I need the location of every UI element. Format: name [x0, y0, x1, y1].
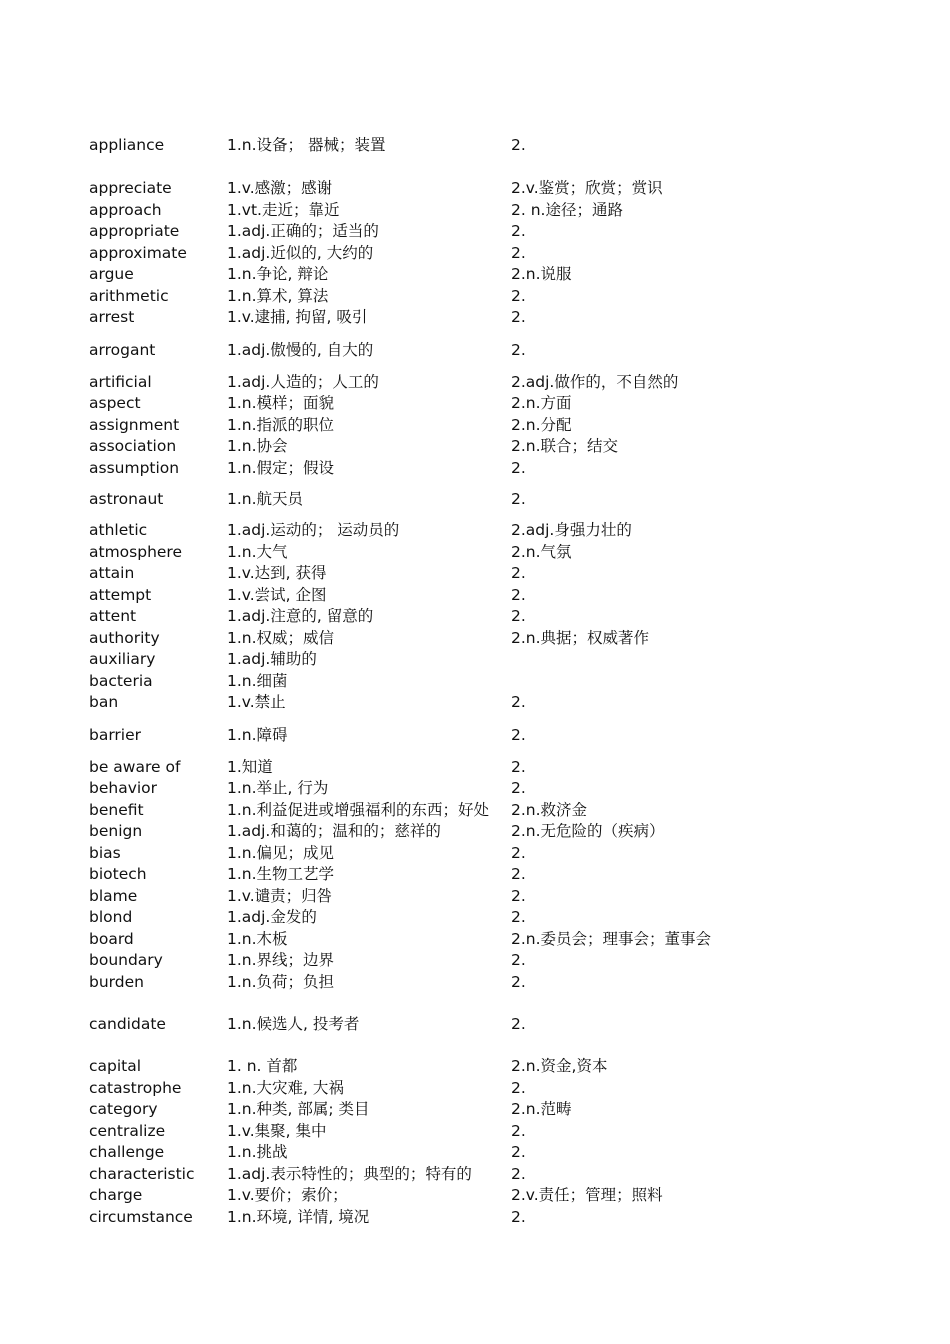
definition-1: 1.n.指派的职位 — [227, 415, 335, 434]
vocab-row — [0, 1185, 950, 1206]
vocab-row — [0, 520, 950, 541]
vocab-row — [0, 135, 950, 156]
vocab-word: attent — [89, 606, 137, 625]
definition-2: 2. — [511, 1121, 526, 1140]
definition-2: 2.n.方面 — [511, 393, 572, 412]
vocab-word: boundary — [89, 950, 163, 969]
definition-1: 1.n.航天员 — [227, 489, 304, 508]
definition-1: 1.n.木板 — [227, 929, 288, 948]
definition-2: 2. — [511, 1014, 526, 1033]
definition-1: 1.vt.走近；靠近 — [227, 200, 340, 219]
vocab-word: blame — [89, 886, 138, 905]
definition-1: 1.n.细菌 — [227, 671, 288, 690]
vocab-word: bias — [89, 843, 121, 862]
vocab-row — [0, 1207, 950, 1228]
definition-2: 2. — [511, 725, 526, 744]
definition-1: 1. n. 首都 — [227, 1056, 298, 1075]
vocab-word: bacteria — [89, 671, 153, 690]
definition-1: 1.n.候选人, 投考者 — [227, 1014, 360, 1033]
definition-2: 2. — [511, 864, 526, 883]
definition-1: 1.n.界线；边界 — [227, 950, 335, 969]
definition-1: 1.v.谴责；归咎 — [227, 886, 333, 905]
definition-2: 2. — [511, 778, 526, 797]
definition-1: 1.adj.金发的 — [227, 907, 317, 926]
vocab-row — [0, 1099, 950, 1120]
vocab-word: appliance — [89, 135, 165, 154]
vocab-word: arrogant — [89, 340, 156, 359]
vocab-word: assumption — [89, 458, 180, 477]
vocab-row — [0, 1056, 950, 1077]
definition-2: 2.n.资金,资本 — [511, 1056, 608, 1075]
vocab-row — [0, 671, 950, 692]
definition-2: 2. — [511, 458, 526, 477]
vocab-word: ban — [89, 692, 119, 711]
definition-1: 1.v.感激；感谢 — [227, 178, 333, 197]
definition-2: 2.adj.身强力壮的 — [511, 520, 632, 539]
definition-1: 1.adj.正确的；适当的 — [227, 221, 379, 240]
vocab-word: board — [89, 929, 134, 948]
definition-2: 2. — [511, 135, 526, 154]
vocab-row — [0, 542, 950, 563]
vocab-row — [0, 864, 950, 885]
definition-1: 1.adj.傲慢的, 自大的 — [227, 340, 374, 359]
definition-1: 1.n.协会 — [227, 436, 288, 455]
definition-1: 1.n.偏见；成见 — [227, 843, 335, 862]
definition-1: 1.v.逮捕, 拘留, 吸引 — [227, 307, 368, 326]
definition-2: 2.n.救济金 — [511, 800, 588, 819]
vocab-row — [0, 821, 950, 842]
definition-1: 1.n.假定；假设 — [227, 458, 335, 477]
vocab-word: behavior — [89, 778, 158, 797]
definition-2: 2. — [511, 1207, 526, 1226]
vocab-row — [0, 692, 950, 713]
definition-1: 1.n.举止, 行为 — [227, 778, 329, 797]
definition-1: 1.v.达到, 获得 — [227, 563, 327, 582]
vocab-word: charge — [89, 1185, 143, 1204]
definition-1: 1.adj.和蔼的；温和的；慈祥的 — [227, 821, 441, 840]
vocab-word: auxiliary — [89, 649, 156, 668]
definition-2: 2. — [511, 243, 526, 262]
definition-1: 1.n.争论, 辩论 — [227, 264, 329, 283]
vocab-word: assignment — [89, 415, 180, 434]
vocab-row — [0, 628, 950, 649]
definition-1: 1.v.尝试, 企图 — [227, 585, 327, 604]
vocab-word: appreciate — [89, 178, 172, 197]
definition-1: 1.v.要价；索价； — [227, 1185, 348, 1204]
definition-2: 2.v.鉴赏；欣赏；赏识 — [511, 178, 663, 197]
definition-2: 2. — [511, 692, 526, 711]
vocab-row — [0, 563, 950, 584]
definition-2: 2. — [511, 1142, 526, 1161]
vocab-row — [0, 843, 950, 864]
vocab-row — [0, 585, 950, 606]
vocab-row — [0, 950, 950, 971]
definition-2: 2. — [511, 340, 526, 359]
definition-2: 2. — [511, 757, 526, 776]
definition-1: 1.n.利益促进或增强福利的东西；好处 — [227, 800, 490, 819]
definition-1: 1.adj.注意的, 留意的 — [227, 606, 374, 625]
definition-1: 1.n.障碍 — [227, 725, 288, 744]
definition-1: 1.n.大气 — [227, 542, 288, 561]
definition-1: 1.知道 — [227, 757, 273, 776]
definition-2: 2. n.途径；通路 — [511, 200, 623, 219]
vocab-word: be aware of — [89, 757, 181, 776]
definition-1: 1.n.环境, 详情, 境况 — [227, 1207, 370, 1226]
vocab-word: athletic — [89, 520, 148, 539]
vocab-word: attain — [89, 563, 135, 582]
definition-2: 2. — [511, 585, 526, 604]
definition-2: 2.adj.做作的，不自然的 — [511, 372, 679, 391]
vocab-row — [0, 286, 950, 307]
definition-2: 2. — [511, 1164, 526, 1183]
vocab-word: arithmetic — [89, 286, 169, 305]
vocab-word: artificial — [89, 372, 152, 391]
vocab-word: circumstance — [89, 1207, 193, 1226]
vocab-row — [0, 307, 950, 328]
vocab-word: centralize — [89, 1121, 166, 1140]
definition-1: 1.n.负荷；负担 — [227, 972, 335, 991]
definition-1: 1.adj.辅助的 — [227, 649, 317, 668]
vocab-row — [0, 393, 950, 414]
definition-1: 1.adj.近似的, 大约的 — [227, 243, 374, 262]
vocab-row — [0, 489, 950, 510]
vocab-word: benign — [89, 821, 143, 840]
vocab-row — [0, 725, 950, 746]
definition-2: 2. — [511, 972, 526, 991]
vocab-row — [0, 243, 950, 264]
vocab-word: barrier — [89, 725, 142, 744]
definition-2: 2.n.气氛 — [511, 542, 572, 561]
vocab-word: catastrophe — [89, 1078, 182, 1097]
vocab-row — [0, 415, 950, 436]
definition-1: 1.adj.表示特性的；典型的；特有的 — [227, 1164, 472, 1183]
vocab-row — [0, 221, 950, 242]
vocab-row — [0, 1142, 950, 1163]
vocab-word: atmosphere — [89, 542, 182, 561]
definition-2: 2. — [511, 950, 526, 969]
vocab-row — [0, 200, 950, 221]
vocab-word: attempt — [89, 585, 152, 604]
vocab-word: burden — [89, 972, 144, 991]
definition-2: 2. — [511, 286, 526, 305]
vocab-row — [0, 778, 950, 799]
definition-1: 1.n.挑战 — [227, 1142, 288, 1161]
vocab-word: characteristic — [89, 1164, 195, 1183]
definition-2: 2.n.无危险的（疾病） — [511, 821, 665, 840]
vocab-row — [0, 649, 950, 670]
vocab-row — [0, 606, 950, 627]
vocab-word: category — [89, 1099, 158, 1118]
vocab-word: approach — [89, 200, 162, 219]
definition-1: 1.adj.运动的； 运动员的 — [227, 520, 400, 539]
definition-1: 1.n.模样；面貌 — [227, 393, 335, 412]
vocab-row — [0, 886, 950, 907]
definition-2: 2. — [511, 606, 526, 625]
vocab-word: aspect — [89, 393, 141, 412]
vocab-row — [0, 458, 950, 479]
definition-1: 1.n.权威；威信 — [227, 628, 335, 647]
vocab-row — [0, 178, 950, 199]
vocab-word: association — [89, 436, 177, 455]
vocab-word: argue — [89, 264, 134, 283]
vocab-row — [0, 340, 950, 361]
vocab-row — [0, 372, 950, 393]
vocab-word: authority — [89, 628, 160, 647]
definition-1: 1.n.生物工艺学 — [227, 864, 335, 883]
definition-2: 2.n.说服 — [511, 264, 572, 283]
definition-1: 1.n.大灾难, 大祸 — [227, 1078, 344, 1097]
definition-2: 2.n.典据；权威著作 — [511, 628, 650, 647]
definition-1: 1.n.算术, 算法 — [227, 286, 329, 305]
vocab-row — [0, 800, 950, 821]
definition-1: 1.n.设备； 器械；装置 — [227, 135, 386, 154]
definition-2: 2. — [511, 563, 526, 582]
vocab-word: arrest — [89, 307, 135, 326]
vocab-word: astronaut — [89, 489, 164, 508]
vocab-word: appropriate — [89, 221, 180, 240]
vocab-word: approximate — [89, 243, 187, 262]
definition-2: 2. — [511, 907, 526, 926]
definition-2: 2. — [511, 886, 526, 905]
vocab-word: challenge — [89, 1142, 165, 1161]
vocab-row — [0, 1164, 950, 1185]
definition-2: 2.n.范畴 — [511, 1099, 572, 1118]
vocab-row — [0, 972, 950, 993]
definition-1: 1.v.集聚, 集中 — [227, 1121, 327, 1140]
definition-2: 2. — [511, 221, 526, 240]
vocab-row — [0, 907, 950, 928]
vocab-row — [0, 1014, 950, 1035]
vocab-row — [0, 264, 950, 285]
definition-2: 2. — [511, 843, 526, 862]
definition-2: 2.v.责任；管理；照料 — [511, 1185, 663, 1204]
definition-2: 2. — [511, 1078, 526, 1097]
definition-1: 1.v.禁止 — [227, 692, 286, 711]
vocab-word: benefit — [89, 800, 144, 819]
vocab-word: candidate — [89, 1014, 166, 1033]
definition-1: 1.adj.人造的；人工的 — [227, 372, 379, 391]
definition-2: 2. — [511, 307, 526, 326]
vocab-row — [0, 929, 950, 950]
vocab-row — [0, 1078, 950, 1099]
definition-2: 2.n.分配 — [511, 415, 572, 434]
definition-1: 1.n.种类, 部属; 类目 — [227, 1099, 370, 1118]
vocab-word: biotech — [89, 864, 147, 883]
vocab-row — [0, 757, 950, 778]
definition-2: 2. — [511, 489, 526, 508]
vocab-row — [0, 436, 950, 457]
definition-2: 2.n.联合；结交 — [511, 436, 619, 455]
vocab-word: blond — [89, 907, 133, 926]
vocab-word: capital — [89, 1056, 142, 1075]
definition-2: 2.n.委员会；理事会；董事会 — [511, 929, 712, 948]
vocab-row — [0, 1121, 950, 1142]
